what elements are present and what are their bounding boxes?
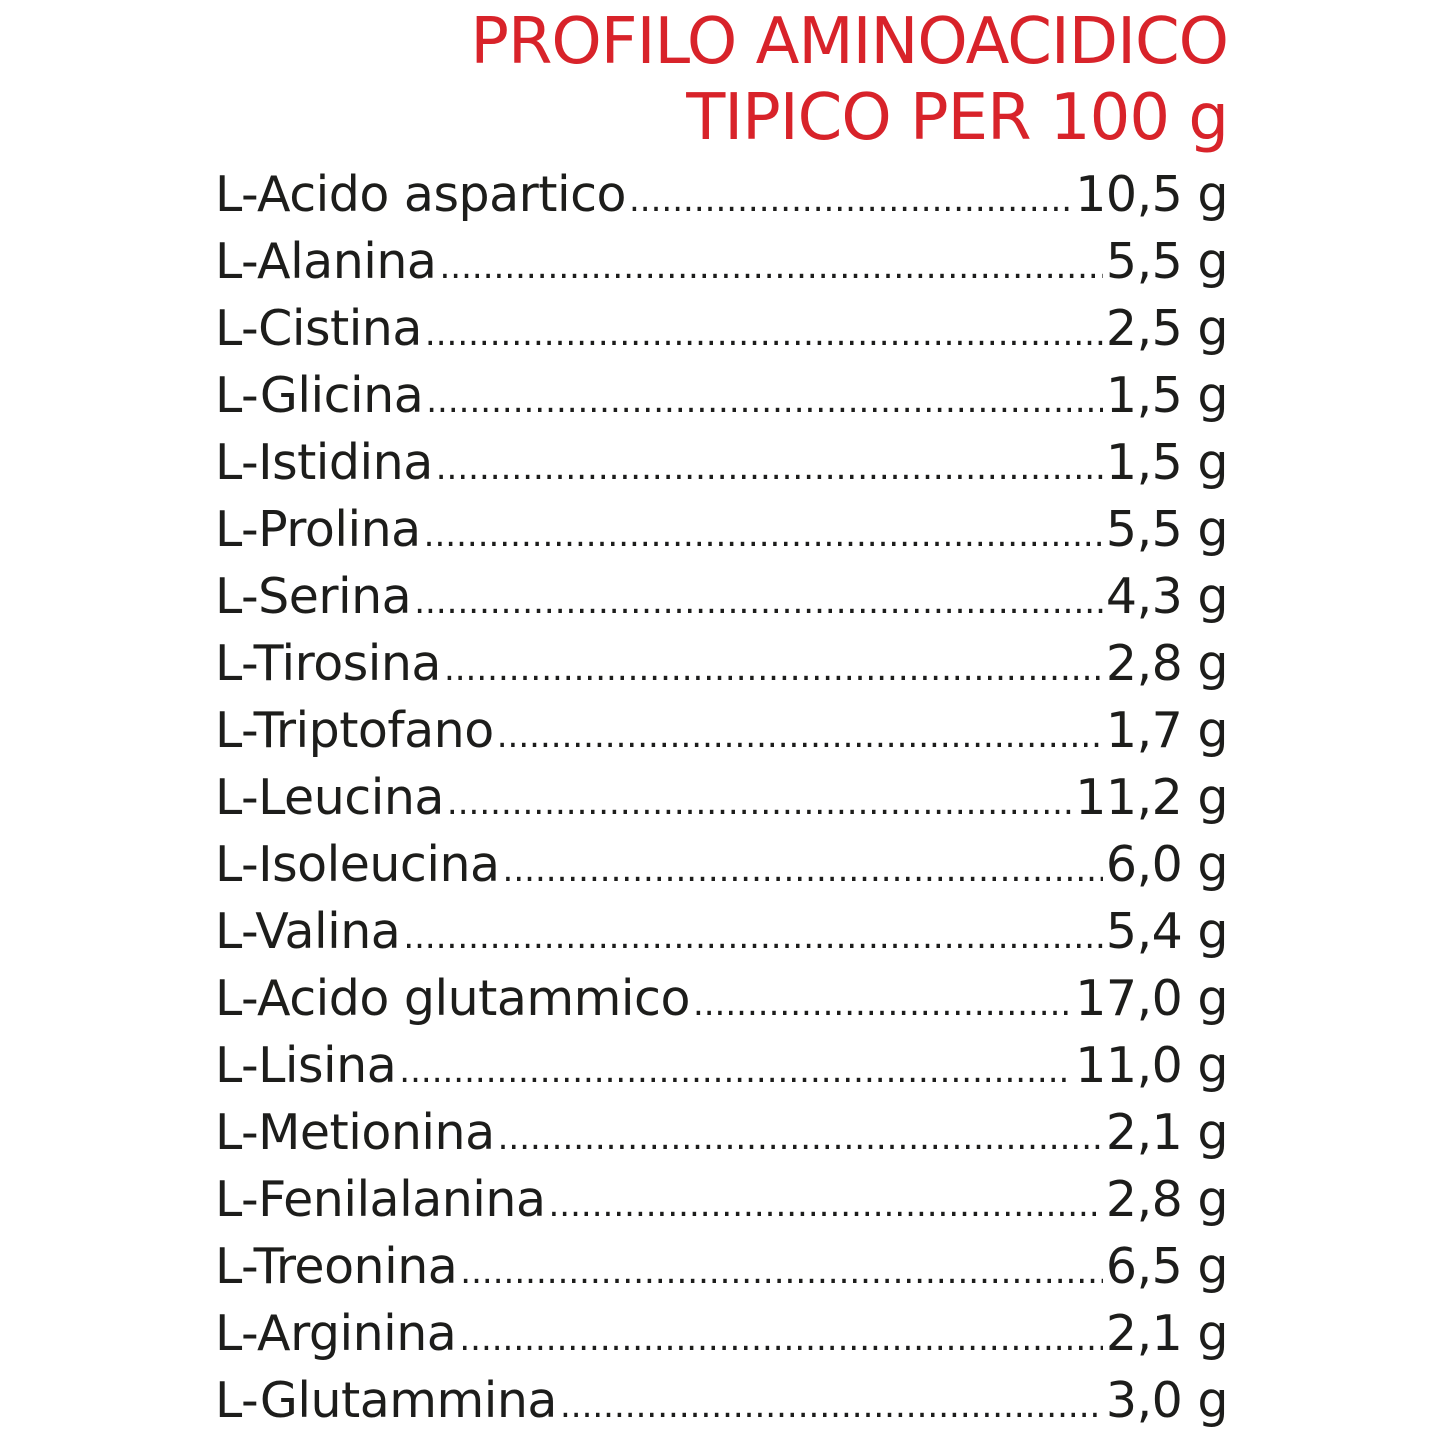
dot-leader <box>548 1172 1102 1233</box>
dot-leader <box>497 703 1103 764</box>
title-line-1: PROFILO AMINOACIDICO <box>470 5 1228 79</box>
amino-acid-profile-panel <box>215 0 1228 1451</box>
amino-acid-name: L-Serina <box>215 568 412 625</box>
amino-acid-name: L-Metionina <box>215 1104 495 1161</box>
amino-acid-name: L-Acido aspartico <box>215 166 626 223</box>
amino-acid-value: 1,5 g <box>1105 367 1228 424</box>
dot-leader <box>399 1038 1072 1099</box>
amino-acid-value: 17,0 g <box>1075 970 1228 1027</box>
list-item <box>215 563 1228 630</box>
amino-acid-name: L-Tirosina <box>215 635 441 692</box>
title-line-2: TIPICO PER 100 g <box>686 81 1228 155</box>
dot-leader <box>498 1105 1103 1166</box>
list-item <box>215 1099 1228 1166</box>
list-item <box>215 831 1228 898</box>
dot-leader <box>414 569 1103 630</box>
dot-leader <box>629 167 1072 228</box>
list-item <box>215 1233 1228 1300</box>
amino-acid-name: L-Cistina <box>215 300 422 357</box>
amino-acid-name: L-Acido glutammico <box>215 970 690 1027</box>
amino-acid-value: 2,1 g <box>1105 1104 1228 1161</box>
dot-leader <box>460 1239 1103 1300</box>
amino-acid-value: 6,0 g <box>1105 836 1228 893</box>
dot-leader <box>560 1373 1103 1434</box>
amino-acid-name: L-Prolina <box>215 501 421 558</box>
amino-acid-name: L-Istidina <box>215 434 433 491</box>
amino-acid-name: L-Treonina <box>215 1238 458 1295</box>
amino-acid-value: 3,0 g <box>1105 1372 1228 1429</box>
list-item <box>215 1166 1228 1233</box>
amino-acid-name: L-Valina <box>215 903 401 960</box>
dot-leader <box>447 770 1072 831</box>
amino-acid-name: L-Fenilalanina <box>215 1171 546 1228</box>
list-item <box>215 295 1228 362</box>
amino-acid-value: 10,5 g <box>1075 166 1228 223</box>
page-title <box>215 4 1228 156</box>
dot-leader <box>436 435 1103 496</box>
amino-acid-name: L-Leucina <box>215 769 444 826</box>
amino-acid-value: 2,8 g <box>1105 635 1228 692</box>
amino-acid-name: L-Triptofano <box>215 702 494 759</box>
amino-acid-name: L-Glutammina <box>215 1372 557 1429</box>
amino-acid-value: 11,2 g <box>1075 769 1228 826</box>
list-item <box>215 764 1228 831</box>
dot-leader <box>403 904 1103 965</box>
amino-acid-value: 2,1 g <box>1105 1305 1228 1362</box>
dot-leader <box>424 502 1103 563</box>
list-item <box>215 697 1228 764</box>
amino-acid-value: 2,5 g <box>1105 300 1228 357</box>
dot-leader <box>425 301 1103 362</box>
amino-acid-value: 4,3 g <box>1105 568 1228 625</box>
list-item <box>215 496 1228 563</box>
amino-acid-name: L-Lisina <box>215 1037 397 1094</box>
dot-leader <box>444 636 1103 697</box>
amino-acid-value: 2,8 g <box>1105 1171 1228 1228</box>
amino-acid-name: L-Isoleucina <box>215 836 500 893</box>
dot-leader <box>459 1306 1103 1367</box>
amino-acid-value: 11,0 g <box>1075 1037 1228 1094</box>
list-item <box>215 429 1228 496</box>
amino-acid-value: 5,5 g <box>1105 233 1228 290</box>
list-item <box>215 898 1228 965</box>
dot-leader <box>693 971 1072 1032</box>
list-item <box>215 965 1228 1032</box>
amino-acid-value: 5,5 g <box>1105 501 1228 558</box>
list-item <box>215 1032 1228 1099</box>
amino-acid-name: L-Glicina <box>215 367 424 424</box>
list-item <box>215 1300 1228 1367</box>
amino-acid-name: L-Arginina <box>215 1305 457 1362</box>
amino-acid-value: 6,5 g <box>1105 1238 1228 1295</box>
list-item <box>215 228 1228 295</box>
amino-acid-name: L-Alanina <box>215 233 437 290</box>
amino-acid-value: 5,4 g <box>1105 903 1228 960</box>
amino-acid-value: 1,5 g <box>1105 434 1228 491</box>
amino-acid-list <box>215 161 1228 1434</box>
list-item <box>215 630 1228 697</box>
dot-leader <box>439 234 1102 295</box>
list-item <box>215 1367 1228 1434</box>
dot-leader <box>503 837 1103 898</box>
dot-leader <box>426 368 1103 429</box>
amino-acid-value: 1,7 g <box>1105 702 1228 759</box>
list-item <box>215 362 1228 429</box>
list-item <box>215 161 1228 228</box>
